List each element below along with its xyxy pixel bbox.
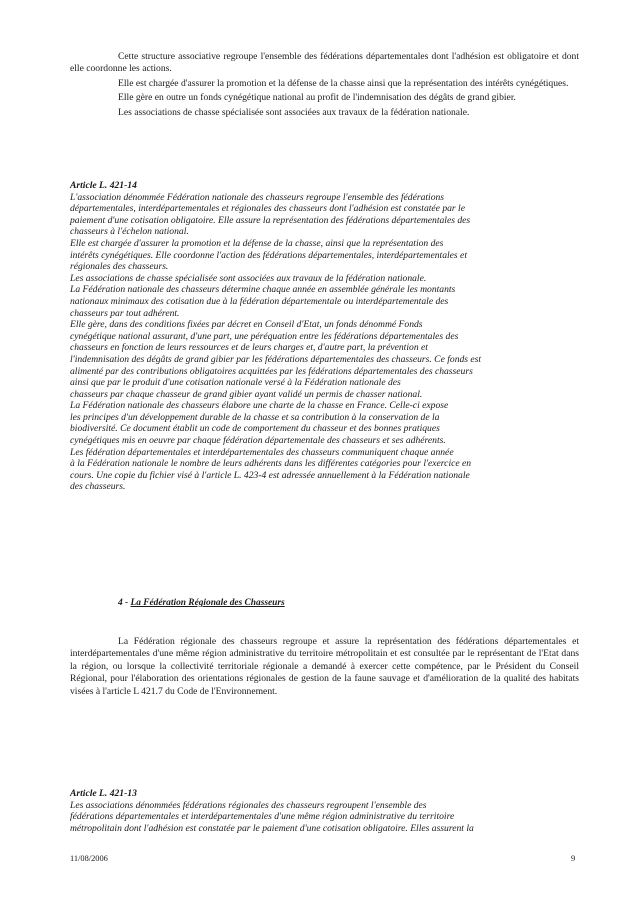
article-line: chasseurs par tout adhérent.: [70, 307, 180, 319]
article-line: intérêts cynégétiques. Elle coordonne l'action des fédérations départementales, interdépartementales et: [70, 249, 467, 261]
page-number: 9: [571, 854, 576, 863]
article-line: biodiversité. Ce document établit un code de comportement du chasseur et des bonnes pratiques: [70, 423, 440, 435]
article-line: cours. Une copie du fichier visé à l'article L. 423-4 est adressée annuellement à la Fédération nationale: [70, 469, 470, 481]
article-line: Les associations dénommées fédérations régionales des chasseurs regroupent l'ensemble des: [70, 799, 427, 811]
article-line: métropolitain dont l'adhésion est constatée par le paiement d'une cotisation obligatoire. Elles assurent la: [70, 822, 474, 834]
article-line: des chasseurs.: [70, 481, 126, 493]
article-line: alimenté par des contributions obligatoires acquittées par les fédérations départementales des chasseurs: [70, 365, 473, 377]
article-line: chasseurs à l'échelon national.: [70, 226, 189, 238]
article-line: à la Fédération nationale le nombre de leurs adhérents dans les différentes catégories pour l'exercice en: [70, 458, 472, 470]
article-line: Elle gère, dans des conditions fixées par décret en Conseil d'Etat, un fonds dénommé Fonds: [70, 319, 423, 331]
article-l421-14: [70, 180, 579, 493]
article-line: l'indemnisation des dégâts de grand gibier par les fédérations départementales des chasseurs. Ce fonds est: [70, 353, 482, 365]
intro-paragraph-2: Elle est chargée d'assurer la promotion et la défense de la chasse ainsi que la représentation des intérêts cynégétiques.: [118, 77, 569, 89]
article-line: La Fédération nationale des chasseurs élabore une charte de la chasse en France. Celle-ci expose: [70, 400, 449, 412]
intro-block: [70, 51, 579, 119]
article-l421-13: [70, 788, 579, 834]
article-line: La Fédération nationale des chasseurs détermine chaque année en assemblée générale les montants: [70, 284, 456, 296]
article-line: cynégétique national assurant, d'une part, une péréquation entre les fédérations départementales des: [70, 330, 459, 342]
intro-paragraph-4: Les associations de chasse spécialisée sont associées aux travaux de la fédération nationale.: [118, 106, 470, 118]
article-heading: Article L. 421-14: [70, 180, 137, 191]
article-line: les principes d'un développement durable de la chasse et sa contribution à la conservation de la: [70, 411, 440, 423]
intro-paragraph-3: Elle gère en outre un fonds cynégétique national au profit de l'indemnisation des dégâts de grand gibier.: [118, 92, 516, 104]
article-line: chasseurs par chaque chasseur de grand gibier ayant validé un permis de chasser national.: [70, 388, 423, 400]
article-line: cynégétiques mis en oeuvre par chaque fédération départementale des chasseurs et ses adhérents.: [70, 435, 446, 447]
article-line: Elle est chargée d'assurer la promotion et la défense de la chasse, ainsi que la représentation des: [70, 237, 444, 249]
article-line: L'association dénommée Fédération nationale des chasseurs regroupe l'ensemble des fédérations: [70, 191, 445, 203]
section-number: 4 -: [118, 598, 131, 608]
article-line: régionales des chasseurs.: [70, 261, 169, 273]
article-line: paiement d'une cotisation obligatoire. Elle assure la représentation des fédérations départementales des: [70, 214, 471, 226]
article-heading: Article L. 421-13: [70, 788, 137, 799]
footer-date: 11/08/2006: [70, 854, 108, 863]
article-line: chasseurs en fonction de leurs ressources et de leurs charges et, d'autre part, la prévention et: [70, 342, 428, 354]
section-title: La Fédération Régionale des Chasseurs: [130, 598, 285, 608]
article-line: Les associations de chasse spécialisée sont associées aux travaux de la fédération nationale.: [70, 272, 427, 284]
section-heading: [118, 598, 285, 608]
article-line: ainsi que par le produit d'une cotisation nationale versé à la Fédération nationale des: [70, 377, 401, 389]
article-line: nationaux minimaux des cotisation due à la fédération départementale ou interdépartementale des: [70, 295, 449, 307]
article-line: fédérations départementales et interdépartementales d'une même région administrative du territoire: [70, 811, 455, 823]
section-paragraph: La Fédération régionale des chasseurs regroupe et assure la représentation des fédérations départementales et interdépartementales d'une même région administrative du territoire métropolitain et est consultée par le représentant de l'Etat dans la région, ou lorsque la collectivité territoriale régionale a demandé à exercer cette compétence, par le Président du Conseil Régional, pour l'élaboration des orientations régionales de gestion de la faune sauvage et d'amélioration de la qualité des habitats visées à l'article L 421.7 du Code de l'Environnement.: [70, 636, 579, 697]
article-line: départementales, interdépartementales et régionales des chasseurs dont l'adhésion est constatée par le: [70, 203, 465, 215]
section-block: [70, 636, 579, 698]
article-line: Les fédération départementales et interdépartementales des chasseurs communiquent chaque année: [70, 446, 454, 458]
intro-paragraph-1: Cette structure associative regroupe l'ensemble des fédérations départementales dont l'adhésion est obligatoire et dont elle coordonne les actions.: [70, 51, 579, 75]
